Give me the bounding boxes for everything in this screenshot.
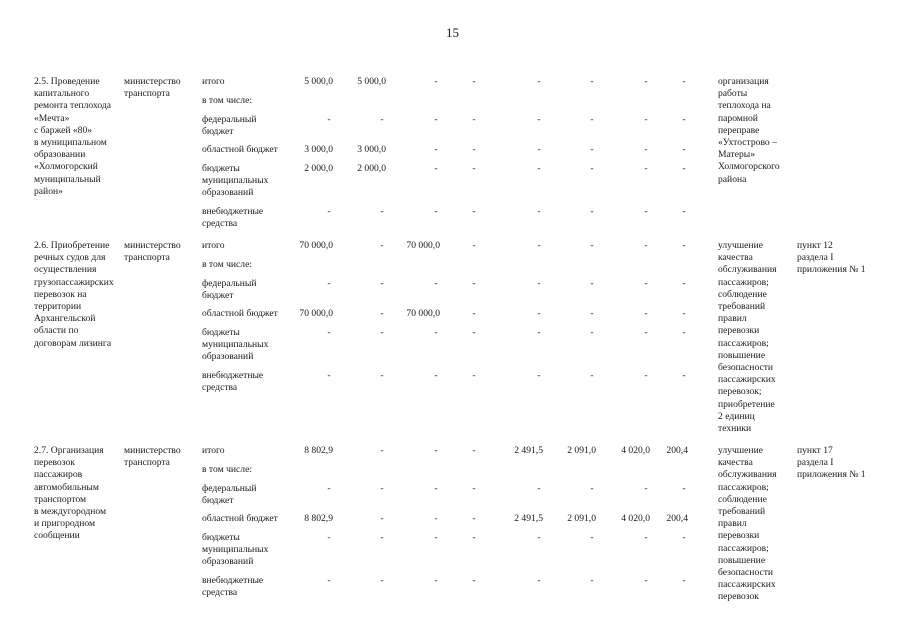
funding-value-y2018: 2 091,0 bbox=[567, 513, 596, 524]
funding-value-y2018: 2 091,0 bbox=[567, 445, 596, 456]
executor: министерство транспорта bbox=[124, 240, 181, 264]
funding-value-y2014: - bbox=[380, 513, 384, 524]
funding-source-label: федеральный бюджет bbox=[202, 114, 257, 138]
funding-value-y2019: - bbox=[644, 483, 648, 494]
funding-source-label: областной бюджет bbox=[202, 513, 278, 524]
funding-value-y2015: 70 000,0 bbox=[406, 240, 440, 251]
funding-value-y2019: - bbox=[644, 114, 648, 125]
funding-value-y2016: - bbox=[472, 163, 476, 174]
funding-source-label: бюджеты муниципальных образований bbox=[202, 532, 269, 568]
funding-value-total: - bbox=[327, 327, 331, 338]
funding-value-y2018: - bbox=[590, 278, 594, 289]
funding-value-total: 70 000,0 bbox=[299, 240, 333, 251]
funding-value-y2016: - bbox=[472, 513, 476, 524]
funding-value-y2015: - bbox=[434, 483, 438, 494]
funding-value-y2016: - bbox=[472, 575, 476, 586]
funding-value-y2020: - bbox=[682, 370, 686, 381]
funding-value-y2016: - bbox=[472, 327, 476, 338]
funding-value-y2015: - bbox=[434, 370, 438, 381]
funding-value-y2019: - bbox=[644, 532, 648, 543]
funding-value-y2017: - bbox=[537, 144, 541, 155]
funding-value-y2019: 4 020,0 bbox=[621, 445, 650, 456]
funding-value-y2016: - bbox=[472, 278, 476, 289]
funding-value-y2020: - bbox=[682, 240, 686, 251]
funding-value-y2016: - bbox=[472, 370, 476, 381]
funding-value-y2017: - bbox=[537, 206, 541, 217]
funding-value-y2020: - bbox=[682, 278, 686, 289]
funding-value-total: 8 802,9 bbox=[304, 513, 333, 524]
funding-value-y2014: - bbox=[380, 370, 384, 381]
funding-value-y2016: - bbox=[472, 114, 476, 125]
funding-value-y2019: - bbox=[644, 206, 648, 217]
funding-value-y2015: - bbox=[434, 513, 438, 524]
funding-value-total: 3 000,0 bbox=[304, 144, 333, 155]
funding-value-y2017: - bbox=[537, 575, 541, 586]
funding-value-y2015: - bbox=[434, 114, 438, 125]
funding-source-label: внебюджетные средства bbox=[202, 206, 264, 230]
funding-source-label: федеральный бюджет bbox=[202, 483, 257, 507]
funding-value-y2019: - bbox=[644, 327, 648, 338]
funding-value-y2017: - bbox=[537, 76, 541, 87]
expected-result: организация работы теплохода на паромной переправе «Ухтострово – Матеры» Холмогорского района bbox=[718, 76, 780, 185]
funding-value-y2018: - bbox=[590, 114, 594, 125]
funding-source-label: итого bbox=[202, 445, 225, 456]
funding-value-y2019: - bbox=[644, 163, 648, 174]
funding-value-y2017: - bbox=[537, 370, 541, 381]
funding-value-y2016: - bbox=[472, 144, 476, 155]
funding-value-y2018: - bbox=[590, 308, 594, 319]
funding-value-y2015: - bbox=[434, 445, 438, 456]
task-description: 2.5. Проведение капитального ремонта теплохода «Мечта» с баржей «80» в муниципальном образовании «Холмогорский муниципальный район» bbox=[34, 76, 112, 197]
funding-value-y2020: - bbox=[682, 114, 686, 125]
funding-source-label: областной бюджет bbox=[202, 144, 278, 155]
funding-value-y2015: - bbox=[434, 163, 438, 174]
funding-value-y2020: - bbox=[682, 206, 686, 217]
funding-value-y2018: - bbox=[590, 206, 594, 217]
page-number: 15 bbox=[446, 25, 459, 40]
funding-value-y2017: - bbox=[537, 163, 541, 174]
funding-source-label: областной бюджет bbox=[202, 308, 278, 319]
funding-value-y2016: - bbox=[472, 206, 476, 217]
funding-value-y2016: - bbox=[472, 76, 476, 87]
funding-value-y2018: - bbox=[590, 370, 594, 381]
funding-value-y2014: - bbox=[380, 114, 384, 125]
funding-value-y2020: - bbox=[682, 163, 686, 174]
funding-value-y2018: - bbox=[590, 144, 594, 155]
funding-value-y2017: - bbox=[537, 532, 541, 543]
funding-value-total: - bbox=[327, 206, 331, 217]
funding-value-y2017: - bbox=[537, 308, 541, 319]
funding-value-total: - bbox=[327, 278, 331, 289]
funding-value-y2014: - bbox=[380, 445, 384, 456]
funding-value-y2019: - bbox=[644, 240, 648, 251]
funding-value-y2017: - bbox=[537, 483, 541, 494]
funding-value-y2017: - bbox=[537, 278, 541, 289]
funding-value-y2015: - bbox=[434, 575, 438, 586]
funding-value-y2020: - bbox=[682, 327, 686, 338]
funding-value-y2017: - bbox=[537, 240, 541, 251]
funding-value-y2016: - bbox=[472, 483, 476, 494]
funding-value-y2015: - bbox=[434, 532, 438, 543]
funding-value-y2020: - bbox=[682, 308, 686, 319]
funding-value-y2019: - bbox=[644, 76, 648, 87]
funding-value-y2018: - bbox=[590, 240, 594, 251]
task-description: 2.7. Организация перевозок пассажиров автомобильным транспортом в междугородном и пригородном сообщении bbox=[34, 445, 107, 542]
funding-value-y2019: 4 020,0 bbox=[621, 513, 650, 524]
funding-value-y2016: - bbox=[472, 240, 476, 251]
funding-value-y2020: - bbox=[682, 532, 686, 543]
funding-value-y2018: - bbox=[590, 76, 594, 87]
funding-value-y2018: - bbox=[590, 483, 594, 494]
funding-value-total: - bbox=[327, 483, 331, 494]
funding-value-total: - bbox=[327, 532, 331, 543]
funding-value-y2014: - bbox=[380, 278, 384, 289]
funding-source-label: бюджеты муниципальных образований bbox=[202, 163, 269, 199]
funding-source-label: федеральный бюджет bbox=[202, 278, 257, 302]
funding-value-y2020: 200,4 bbox=[666, 445, 688, 456]
funding-value-total: 5 000,0 bbox=[304, 76, 333, 87]
funding-value-y2018: - bbox=[590, 163, 594, 174]
task-description: 2.6. Приобретение речных судов для осуществления грузопассажирских перевозок на территории Архангельской области по договорам лизинга bbox=[34, 240, 114, 349]
funding-value-total: - bbox=[327, 114, 331, 125]
funding-value-y2019: - bbox=[644, 370, 648, 381]
funding-value-y2014: 2 000,0 bbox=[357, 163, 386, 174]
funding-source-label: в том числе: bbox=[202, 464, 253, 475]
funding-value-y2018: - bbox=[590, 327, 594, 338]
program-link: пункт 12 раздела I приложения № 1 bbox=[797, 240, 866, 276]
funding-value-total: 8 802,9 bbox=[304, 445, 333, 456]
funding-value-y2020: 200,4 bbox=[666, 513, 688, 524]
executor: министерство транспорта bbox=[124, 76, 181, 100]
funding-value-y2014: - bbox=[380, 532, 384, 543]
funding-source-label: внебюджетные средства bbox=[202, 575, 264, 599]
funding-value-y2015: - bbox=[434, 76, 438, 87]
funding-source-label: в том числе: bbox=[202, 259, 253, 270]
funding-value-y2015: - bbox=[434, 278, 438, 289]
funding-source-label: итого bbox=[202, 76, 225, 87]
funding-value-total: 70 000,0 bbox=[299, 308, 333, 319]
funding-value-y2015: 70 000,0 bbox=[406, 308, 440, 319]
funding-value-y2014: 5 000,0 bbox=[357, 76, 386, 87]
funding-value-y2015: - bbox=[434, 144, 438, 155]
funding-value-y2015: - bbox=[434, 327, 438, 338]
funding-source-label: в том числе: bbox=[202, 95, 253, 106]
funding-value-total: - bbox=[327, 575, 331, 586]
funding-value-y2020: - bbox=[682, 575, 686, 586]
funding-value-y2014: - bbox=[380, 327, 384, 338]
funding-value-y2018: - bbox=[590, 532, 594, 543]
funding-source-label: итого bbox=[202, 240, 225, 251]
funding-value-y2014: - bbox=[380, 575, 384, 586]
funding-value-y2017: 2 491,5 bbox=[514, 513, 543, 524]
funding-source-label: бюджеты муниципальных образований bbox=[202, 327, 269, 363]
funding-value-y2014: - bbox=[380, 240, 384, 251]
program-link: пункт 17 раздела I приложения № 1 bbox=[797, 445, 866, 481]
funding-value-y2018: - bbox=[590, 575, 594, 586]
funding-value-y2014: - bbox=[380, 308, 384, 319]
funding-value-y2017: 2 491,5 bbox=[514, 445, 543, 456]
funding-value-y2019: - bbox=[644, 144, 648, 155]
funding-value-y2019: - bbox=[644, 575, 648, 586]
funding-value-y2014: 3 000,0 bbox=[357, 144, 386, 155]
funding-value-total: - bbox=[327, 370, 331, 381]
funding-value-y2019: - bbox=[644, 278, 648, 289]
funding-value-y2019: - bbox=[644, 308, 648, 319]
funding-value-y2016: - bbox=[472, 308, 476, 319]
funding-value-total: 2 000,0 bbox=[304, 163, 333, 174]
executor: министерство транспорта bbox=[124, 445, 181, 469]
funding-value-y2016: - bbox=[472, 445, 476, 456]
funding-source-label: внебюджетные средства bbox=[202, 370, 264, 394]
funding-value-y2017: - bbox=[537, 114, 541, 125]
funding-value-y2020: - bbox=[682, 76, 686, 87]
funding-value-y2014: - bbox=[380, 483, 384, 494]
expected-result: улучшение качества обслуживания пассажиров; соблюдение требований правил перевозки пассажиров; повышение безопасности пассажирских перевозок; приобретение 2 единиц техники bbox=[718, 240, 777, 435]
funding-value-y2020: - bbox=[682, 483, 686, 494]
funding-value-y2015: - bbox=[434, 206, 438, 217]
expected-result: улучшение качества обслуживания пассажиров; соблюдение требований правил перевозки пассажиров; повышение безопасности пассажирских перевозок bbox=[718, 445, 777, 603]
funding-value-y2014: - bbox=[380, 206, 384, 217]
funding-value-y2016: - bbox=[472, 532, 476, 543]
funding-value-y2017: - bbox=[537, 327, 541, 338]
funding-value-y2020: - bbox=[682, 144, 686, 155]
